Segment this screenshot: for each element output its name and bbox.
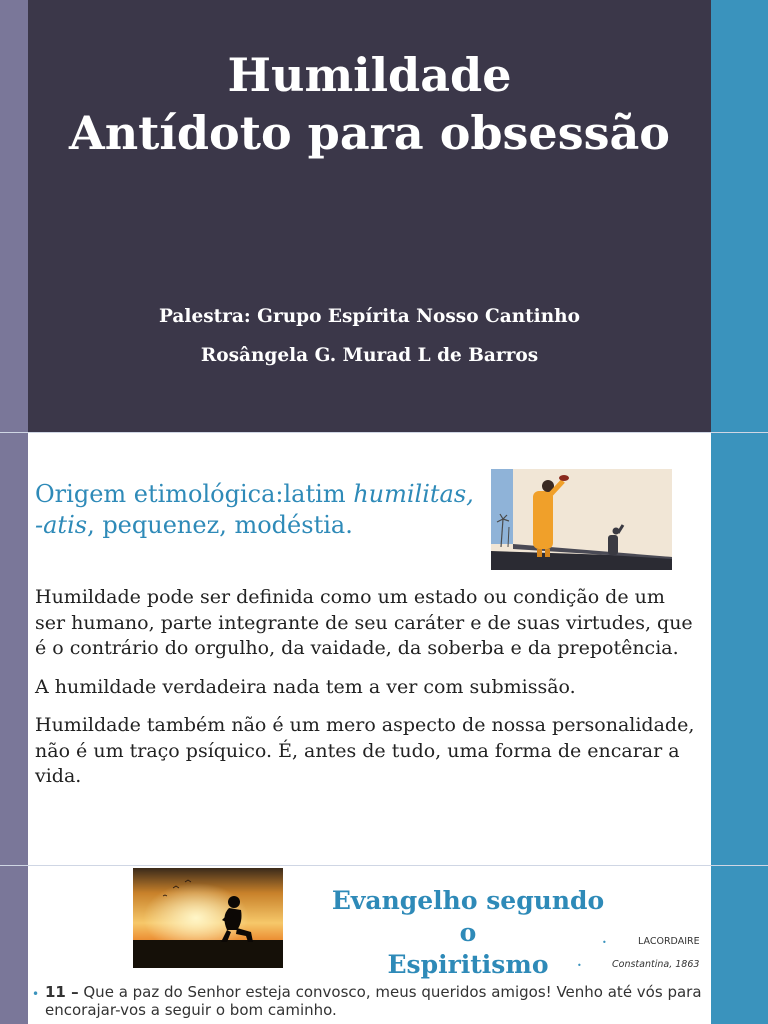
- personality-paragraph: Humildade também não é um mero aspecto de nossa personalidade, não é um traço psíquico. É, antes de tudo, uma forma de encarar a vida.: [35, 714, 695, 787]
- etymology-heading: [35, 479, 485, 541]
- kneeling-silhouette-image: [133, 868, 283, 968]
- etymology-suffix: , pequenez, modéstia.: [87, 511, 353, 539]
- right-stripe-slide2: [711, 433, 768, 865]
- left-stripe-slide2: [0, 433, 28, 865]
- subtitle-line-2: Rosângela G. Murad L de Barros: [200, 345, 539, 366]
- bullet-dot-icon: •: [602, 938, 607, 947]
- slide-title: [28, 46, 711, 162]
- quote-number: 11 –: [45, 983, 79, 1001]
- subtitle-line-1: Palestra: Grupo Espírita Nosso Cantinho: [159, 306, 580, 327]
- etymology-prefix: Origem etimológica:latim: [35, 480, 354, 508]
- left-stripe-slide1: [0, 0, 28, 432]
- bullet-dot-icon: •: [32, 987, 40, 1001]
- shadow-illustration: [491, 469, 672, 570]
- right-stripe-slide3: [711, 866, 768, 1024]
- etymology-latin-word: humilitas, -atis: [35, 480, 474, 539]
- gospel-title-line-1: Evangelho segundo o: [331, 886, 605, 947]
- left-stripe-slide3: [0, 866, 28, 1024]
- author-place-date: Constantina, 1863: [612, 959, 700, 970]
- author-name: LACORDAIRE: [638, 936, 700, 947]
- etymology-slide: [28, 433, 711, 865]
- bullet-dot-icon: •: [577, 961, 582, 970]
- definition-paragraph: Humildade pode ser definida como um estado ou condição de um ser humano, parte integrante de seu caráter e de suas virtudes, que é o contrário do orgulho, da vaidade, da soberba e da prepotência.: [35, 586, 693, 659]
- quote-text: Que a paz do Senhor esteja convosco, meus queridos amigos! Venho até vós para encorajar-vos a seguir o bom caminho.: [45, 983, 702, 1019]
- gospel-slide: [28, 866, 711, 1024]
- title-line-2: Antídoto para obsessão: [69, 106, 670, 160]
- gospel-quote: [45, 983, 705, 1019]
- title-slide: [28, 0, 711, 432]
- gospel-title-line-2: Espiritismo: [387, 950, 549, 979]
- submission-paragraph: A humildade verdadeira nada tem a ver com submissão.: [35, 676, 576, 698]
- gospel-title: [323, 885, 613, 981]
- right-stripe-slide1: [711, 0, 768, 432]
- title-line-1: Humildade: [227, 48, 512, 102]
